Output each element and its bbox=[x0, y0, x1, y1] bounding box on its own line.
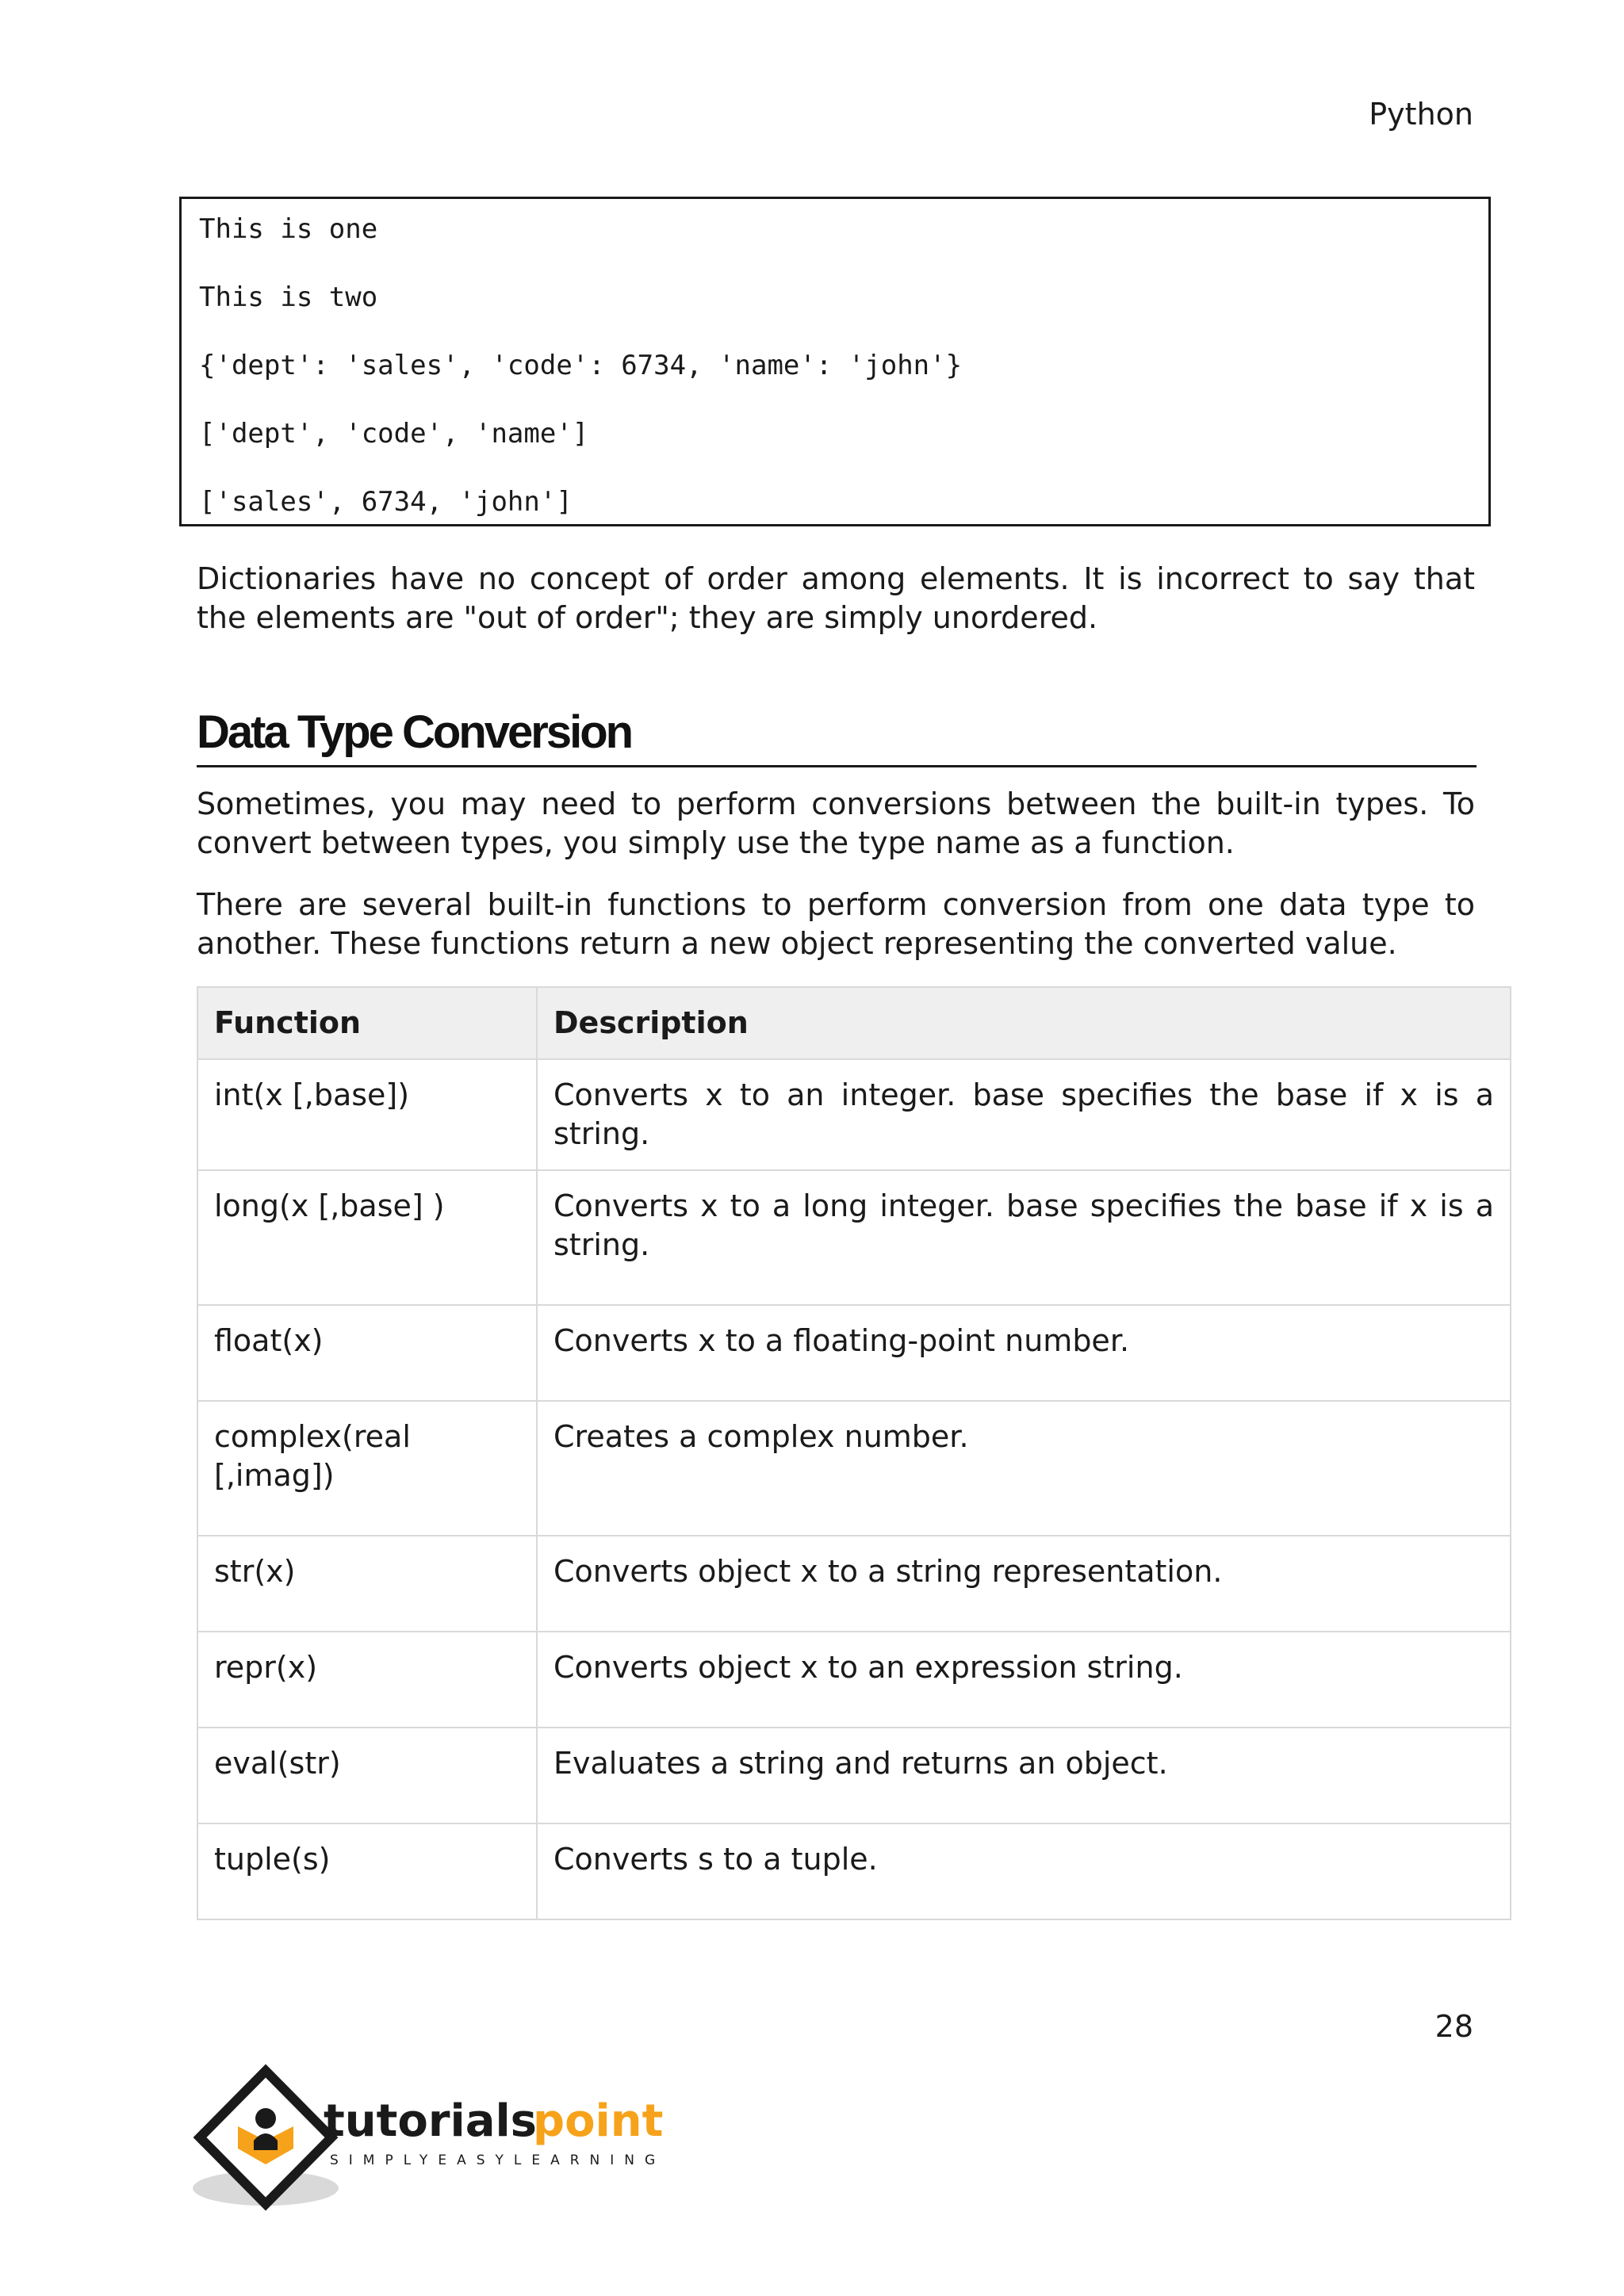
tutorialspoint-logo bbox=[190, 2061, 682, 2220]
table-row bbox=[197, 1059, 1511, 1170]
code-line: {'dept': 'sales', 'code': 6734, 'name': 'john'} bbox=[199, 350, 963, 381]
table-row bbox=[197, 1823, 1511, 1919]
code-line: ['dept', 'code', 'name'] bbox=[199, 418, 589, 450]
function-cell: eval(str) bbox=[197, 1728, 537, 1823]
function-cell: repr(x) bbox=[197, 1632, 537, 1728]
table-row bbox=[197, 1401, 1511, 1536]
paragraph-conversions-intro: Sometimes, you may need to perform conversions between the built-in types. To convert between types, you simply use the type name as a function. bbox=[197, 786, 1475, 860]
section-heading: Data Type Conversion bbox=[197, 706, 1477, 767]
logo-text-tutorials: tutorials bbox=[324, 2095, 538, 2147]
function-cell: int(x [,base]) bbox=[197, 1059, 537, 1170]
table-row bbox=[197, 1536, 1511, 1632]
code-line: ['sales', 6734, 'john'] bbox=[199, 486, 573, 518]
code-line: This is one bbox=[199, 213, 378, 245]
code-output-box bbox=[179, 197, 1491, 526]
column-header-function: Function bbox=[197, 987, 537, 1059]
table-header-row bbox=[197, 987, 1511, 1059]
function-cell: tuple(s) bbox=[197, 1823, 537, 1919]
function-cell: complex(real [,imag]) bbox=[197, 1401, 537, 1536]
table-row bbox=[197, 1170, 1511, 1305]
description-cell: Converts object x to an expression string. bbox=[537, 1632, 1511, 1728]
logo-text-point: point bbox=[533, 2095, 664, 2147]
paragraph-dictionary-order: Dictionaries have no concept of order among elements. It is incorrect to say that the elements are "out of order"; they are simply unordered. bbox=[197, 561, 1475, 635]
running-header-title: Python bbox=[1369, 97, 1473, 132]
code-line: This is two bbox=[199, 281, 378, 313]
description-cell: Converts x to a long integer. base specifies the base if x is a string. bbox=[537, 1170, 1511, 1305]
description-cell: Converts x to an integer. base specifies the base if x is a string. bbox=[537, 1059, 1511, 1170]
function-cell: str(x) bbox=[197, 1536, 537, 1632]
description-cell: Creates a complex number. bbox=[537, 1401, 1511, 1536]
page-number: 28 bbox=[1434, 2009, 1473, 2044]
description-cell: Converts object x to a string representation. bbox=[537, 1536, 1511, 1632]
table-row bbox=[197, 1632, 1511, 1728]
table-row bbox=[197, 1728, 1511, 1823]
description-cell: Converts s to a tuple. bbox=[537, 1823, 1511, 1919]
function-cell: float(x) bbox=[197, 1305, 537, 1401]
logo-tagline: SIMPLYEASYLEARNING bbox=[330, 2152, 666, 2168]
column-header-description: Description bbox=[537, 987, 1511, 1059]
conversion-functions-table bbox=[197, 986, 1511, 1920]
description-cell: Converts x to a floating-point number. bbox=[537, 1305, 1511, 1401]
description-cell: Evaluates a string and returns an object. bbox=[537, 1728, 1511, 1823]
function-cell: long(x [,base] ) bbox=[197, 1170, 537, 1305]
paragraph-conversion-functions: There are several built-in functions to perform conversion from one data type to another. These functions return a new object representing the converted value. bbox=[197, 887, 1475, 961]
person-head-icon bbox=[255, 2108, 276, 2129]
table-row bbox=[197, 1305, 1511, 1401]
